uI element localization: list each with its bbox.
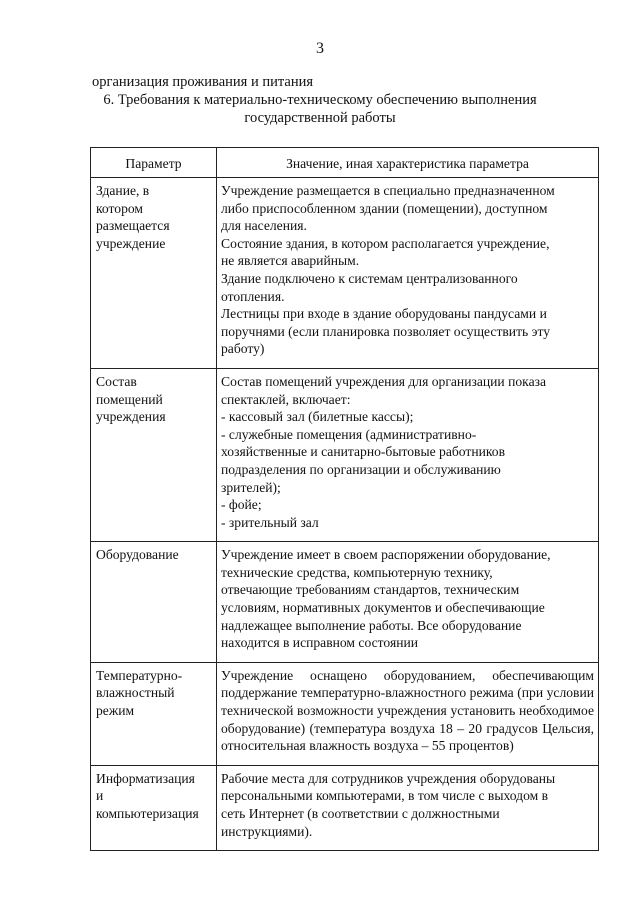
param-line: котором	[96, 200, 144, 216]
param-line: размещается	[96, 218, 170, 234]
value-cell	[217, 178, 599, 369]
param-cell	[91, 765, 217, 850]
param-cell	[91, 662, 217, 765]
table-header-row	[91, 148, 599, 178]
value-line: Рабочие места для сотрудников учреждения оборудованы	[221, 770, 556, 786]
value-cell	[217, 542, 599, 663]
section-heading-line-2: государственной работы	[244, 109, 396, 126]
param-cell	[91, 368, 217, 541]
value-cell	[217, 368, 599, 541]
section-heading	[92, 92, 548, 127]
value-line: спектаклей, включает:	[221, 391, 351, 407]
value-paragraph: Учреждение оснащено оборудованием, обеспечивающим поддержание температурно-влажностного режима (при условии технической возможности учреждения установить необходимое оборудование) (температура воздуха 18 – 20 градусов Цельсия, относительная влажность воздуха – 55 процентов)	[221, 667, 594, 754]
param-line: режим	[96, 703, 135, 719]
value-line: Учреждение имеет в своем распоряжении оборудование,	[221, 547, 551, 563]
param-cell	[91, 178, 217, 369]
continuation-text: организация проживания и питания	[92, 74, 314, 90]
section-heading-line-1: 6. Требования к материально-техническому обеспечению выполнения	[103, 92, 537, 108]
value-line: условиям, нормативных документов и обеспечивающие	[221, 600, 545, 616]
param-cell	[91, 542, 217, 663]
value-line: персональными компьютерами, в том числе с выходом в	[221, 788, 549, 804]
value-line: Здание подключено к системам централизованного	[221, 270, 518, 286]
param-line: компьютеризация	[96, 806, 199, 821]
value-line: сеть Интернет (в соответствии с должностными	[221, 806, 500, 821]
param-line: влажностный	[96, 685, 175, 701]
value-line: находится в исправном состоянии	[221, 635, 419, 651]
value-line: либо приспособленном здании (помещении), доступном	[221, 200, 548, 216]
value-line: технические средства, компьютерную технику,	[221, 564, 493, 580]
value-line: надлежащее выполнение работы. Все оборудование	[221, 617, 522, 633]
table-row	[91, 368, 599, 541]
value-line: зрителей);	[221, 479, 281, 495]
requirements-table	[90, 147, 599, 851]
param-line: и	[96, 788, 104, 804]
value-line: - кассовый зал (билетные кассы);	[221, 409, 414, 425]
param-line: Состав	[96, 373, 137, 389]
table-row	[91, 662, 599, 765]
param-line: учреждение	[96, 235, 166, 251]
param-line: Здание, в	[96, 183, 150, 198]
value-line: Лестницы при входе в здание оборудованы пандусами и	[221, 306, 547, 322]
header-value: Значение, иная характеристика параметра	[217, 148, 599, 178]
value-line: - фойе;	[221, 497, 262, 513]
value-line: Учреждение размещается в специально предназначенном	[221, 183, 555, 198]
value-line: - служебные помещения (административно-	[221, 426, 477, 442]
param-line: Оборудование	[96, 547, 179, 563]
value-cell	[217, 765, 599, 850]
value-line: хозяйственные и санитарно-бытовые работников	[221, 444, 506, 460]
value-line: отвечающие требованиям стандартов, техническим	[221, 582, 520, 598]
value-line: отопления.	[221, 288, 285, 304]
table-row	[91, 765, 599, 850]
value-cell	[217, 662, 599, 765]
value-line: поручнями (если планировка позволяет осуществить эту	[221, 323, 551, 339]
value-line: не является аварийным.	[221, 253, 360, 269]
value-line: инструкциями).	[221, 823, 313, 839]
param-line: Информатизация	[96, 770, 195, 786]
table-row	[91, 178, 599, 369]
table-row	[91, 542, 599, 663]
value-line: работу)	[221, 341, 265, 357]
page-number: 3	[316, 40, 324, 57]
param-line: учреждения	[96, 409, 166, 425]
value-line: Состав помещений учреждения для организации показа	[221, 373, 547, 389]
value-line: Состояние здания, в котором располагается учреждение,	[221, 235, 550, 251]
param-line: Температурно-	[96, 667, 183, 683]
value-line: подразделения по организации и обслуживанию	[221, 461, 501, 477]
value-line: для населения.	[221, 218, 307, 234]
value-line: - зрительный зал	[221, 514, 319, 530]
param-line: помещений	[96, 391, 163, 407]
header-param: Параметр	[91, 148, 217, 178]
